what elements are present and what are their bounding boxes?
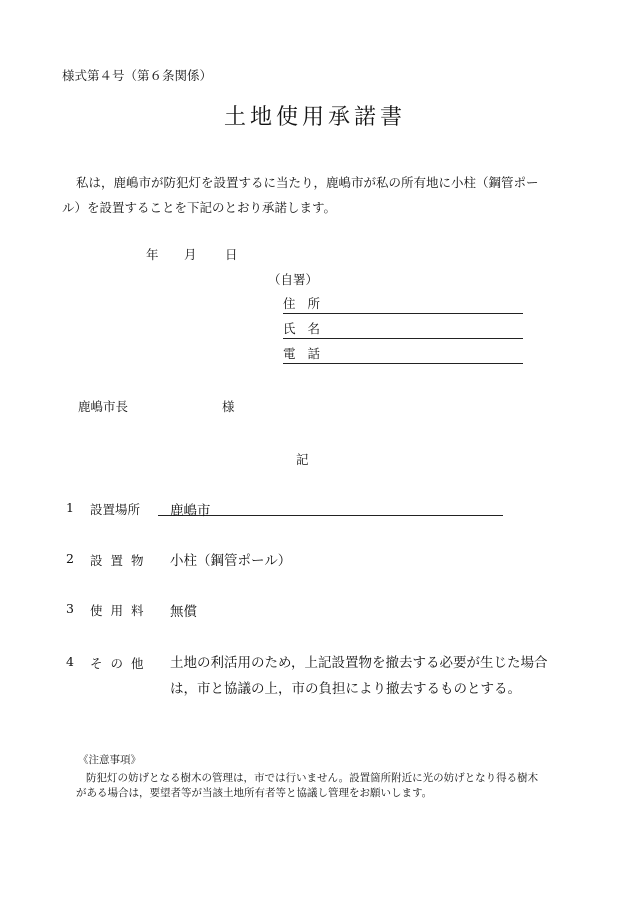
name-field[interactable] bbox=[283, 319, 523, 339]
item-1-value: 鹿嶋市 bbox=[170, 503, 211, 519]
phone-label: 電話 bbox=[283, 346, 333, 361]
item-2-value: 小柱（鋼管ポール） bbox=[170, 553, 292, 569]
date-year-label: 年 bbox=[146, 247, 159, 262]
ki-heading: 記 bbox=[296, 452, 309, 467]
notes-text: 防犯灯の妨げとなる樹木の管理は，市では行いません。設置箇所附近に光の妨げとなり得る樹木がある場合は，要望者等が当該土地所有者等と協議し管理をお願いします。 bbox=[76, 772, 539, 799]
addressee: 鹿嶋市長 bbox=[78, 399, 129, 414]
item-1-label: 設置場所 bbox=[90, 502, 141, 517]
item-1-number: 1 bbox=[66, 500, 74, 515]
honorific: 様 bbox=[222, 399, 235, 414]
item-2-number: 2 bbox=[66, 551, 74, 566]
item-4-label: そ の 他 bbox=[90, 656, 146, 671]
signature-note: （自署） bbox=[268, 272, 319, 287]
document-title: 土地使用承諾書 bbox=[223, 105, 406, 130]
consent-statement: 私は，鹿嶋市が防犯灯を設置するに当たり，鹿嶋市が私の所有地に小柱（鋼管ポール）を設置することを下記のとおり承諾します。 bbox=[62, 175, 539, 215]
item-3-number: 3 bbox=[66, 601, 74, 616]
notes-heading: 《注意事項》 bbox=[78, 754, 141, 766]
item-2-label: 設 置 物 bbox=[90, 553, 146, 568]
address-label: 住所 bbox=[283, 296, 333, 311]
name-label: 氏名 bbox=[283, 321, 333, 336]
item-4-value: 土地の利活用のため，上記設置物を撤去する必要が生じた場合は，市と協議の上，市の負担により撤去するものとする。 bbox=[170, 655, 548, 697]
date-month-label: 月 bbox=[184, 247, 197, 262]
item-4-number: 4 bbox=[66, 654, 74, 669]
form-number: 様式第４号（第６条関係） bbox=[62, 68, 213, 83]
date-day-label: 日 bbox=[225, 247, 238, 262]
item-3-label: 使 用 料 bbox=[90, 603, 146, 618]
phone-field[interactable] bbox=[283, 344, 523, 364]
item-3-value: 無償 bbox=[170, 604, 197, 620]
address-field[interactable] bbox=[283, 294, 523, 314]
